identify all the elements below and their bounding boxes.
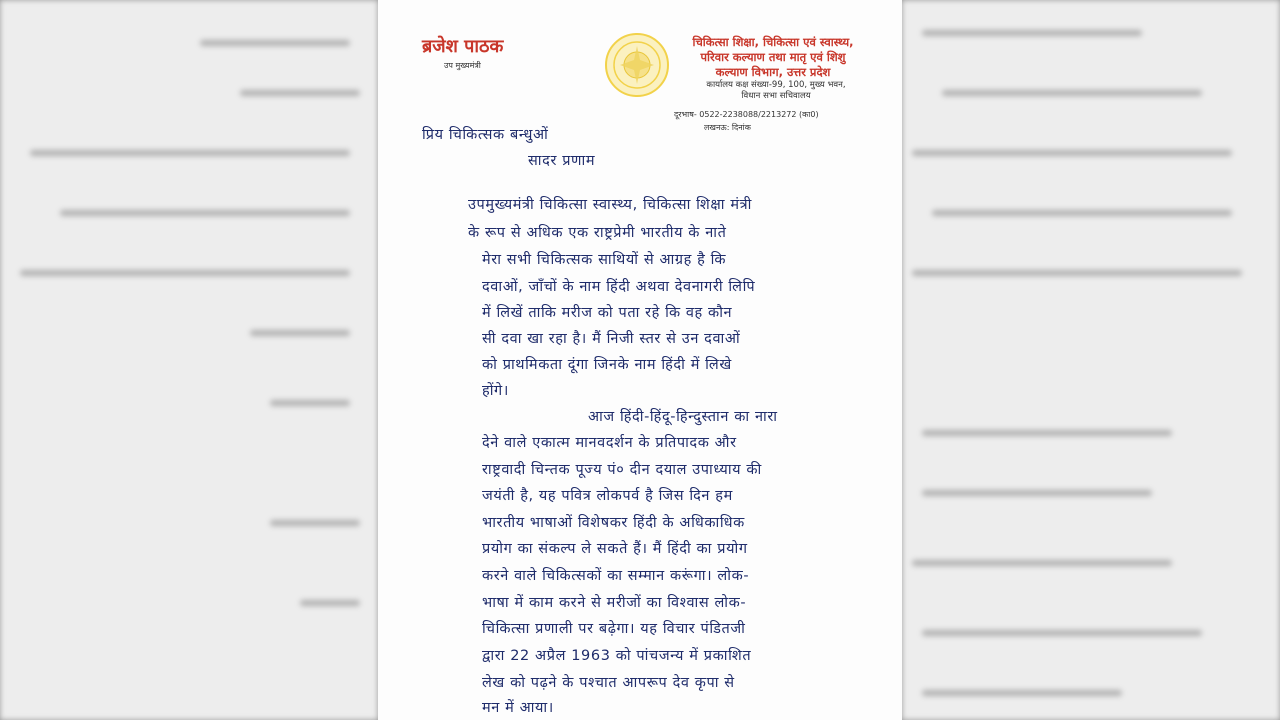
place-date: लखनऊ: दिनांक [704,123,751,132]
letter-line: होंगे। [482,383,509,399]
letter-line: चिकित्सा प्रणाली पर बढ़ेगा। यह विचार पंडितजी [482,621,746,637]
sender-designation: उप मुख्यमंत्री [444,61,481,70]
letter-line: दवाओं, जाँचों के नाम हिंदी अथवा देवनागरी लिपि [482,279,756,295]
blurred-background-left [0,0,378,720]
letter-line: करने वाले चिकित्सकों का सम्मान करूंगा। लोक- [482,568,750,584]
letter-line: सी दवा खा रहा है। मैं निजी स्तर से उन दवाओं [482,331,741,347]
greeting: सादर प्रणाम [528,153,596,169]
letter-line: लेख को पढ़ने के पश्चात आपरूप देव कृपा से [482,675,735,691]
letter-page [378,0,902,720]
letter-line: में लिखें ताकि मरीज को पता रहे कि वह कौन [482,305,733,321]
letter-line: द्वारा 22 अप्रैल 1963 को पांचजन्य में प्रकाशित [482,648,752,664]
letter-line: राष्ट्रवादी चिन्तक पूज्य पं० दीन दयाल उपाध्याय की [482,462,762,478]
state-emblem-icon [604,32,670,98]
letter-line: देने वाले एकात्म मानवदर्शन के प्रतिपादक और [482,435,737,451]
letter-line: जयंती है, यह पवित्र लोकपर्व है जिस दिन हम [482,488,733,504]
letter-line: प्रयोग का संकल्प ले सकते हैं। मैं हिंदी का प्रयोग [482,541,748,557]
letter-line: भारतीय भाषाओं विशेषकर हिंदी के अधिकाधिक [482,515,745,531]
letter-line: भाषा में काम करने से मरीजों का विश्वास लोक- [482,595,747,611]
office-address: कार्यालय कक्ष संख्या-99, 100, मुख्य भवन, विधान सभा सचिवालय [706,80,846,101]
letter-line: को प्राथमिकता दूंगा जिनके नाम हिंदी में लिखे [482,357,732,373]
letter-line: उपमुख्यमंत्री चिकित्सा स्वास्थ्य, चिकित्सा शिक्षा मंत्री [468,197,752,213]
blurred-background-right [902,0,1280,720]
letter-line: मेरा सभी चिकित्सक साथियों से आग्रह है कि [482,252,727,268]
sender-name: ब्रजेश पाठक [422,36,504,57]
salutation: प्रिय चिकित्सक बन्धुओं [422,127,549,143]
phone-number: दूरभाष- 0522-2238088/2213272 (का0) [674,110,819,119]
letter-line: के रूप से अधिक एक राष्ट्रप्रेमी भारतीय के नाते [468,225,727,241]
letter-line: आज हिंदी-हिंदू-हिन्दुस्तान का नारा [588,409,778,425]
letter-line: मन में आया। [482,700,554,716]
department-name: चिकित्सा शिक्षा, चिकित्सा एवं स्वास्थ्य, परिवार कल्याण तथा मातृ एवं शिशु कल्याण विभाग, उत्तर प्रदेश [692,35,854,79]
